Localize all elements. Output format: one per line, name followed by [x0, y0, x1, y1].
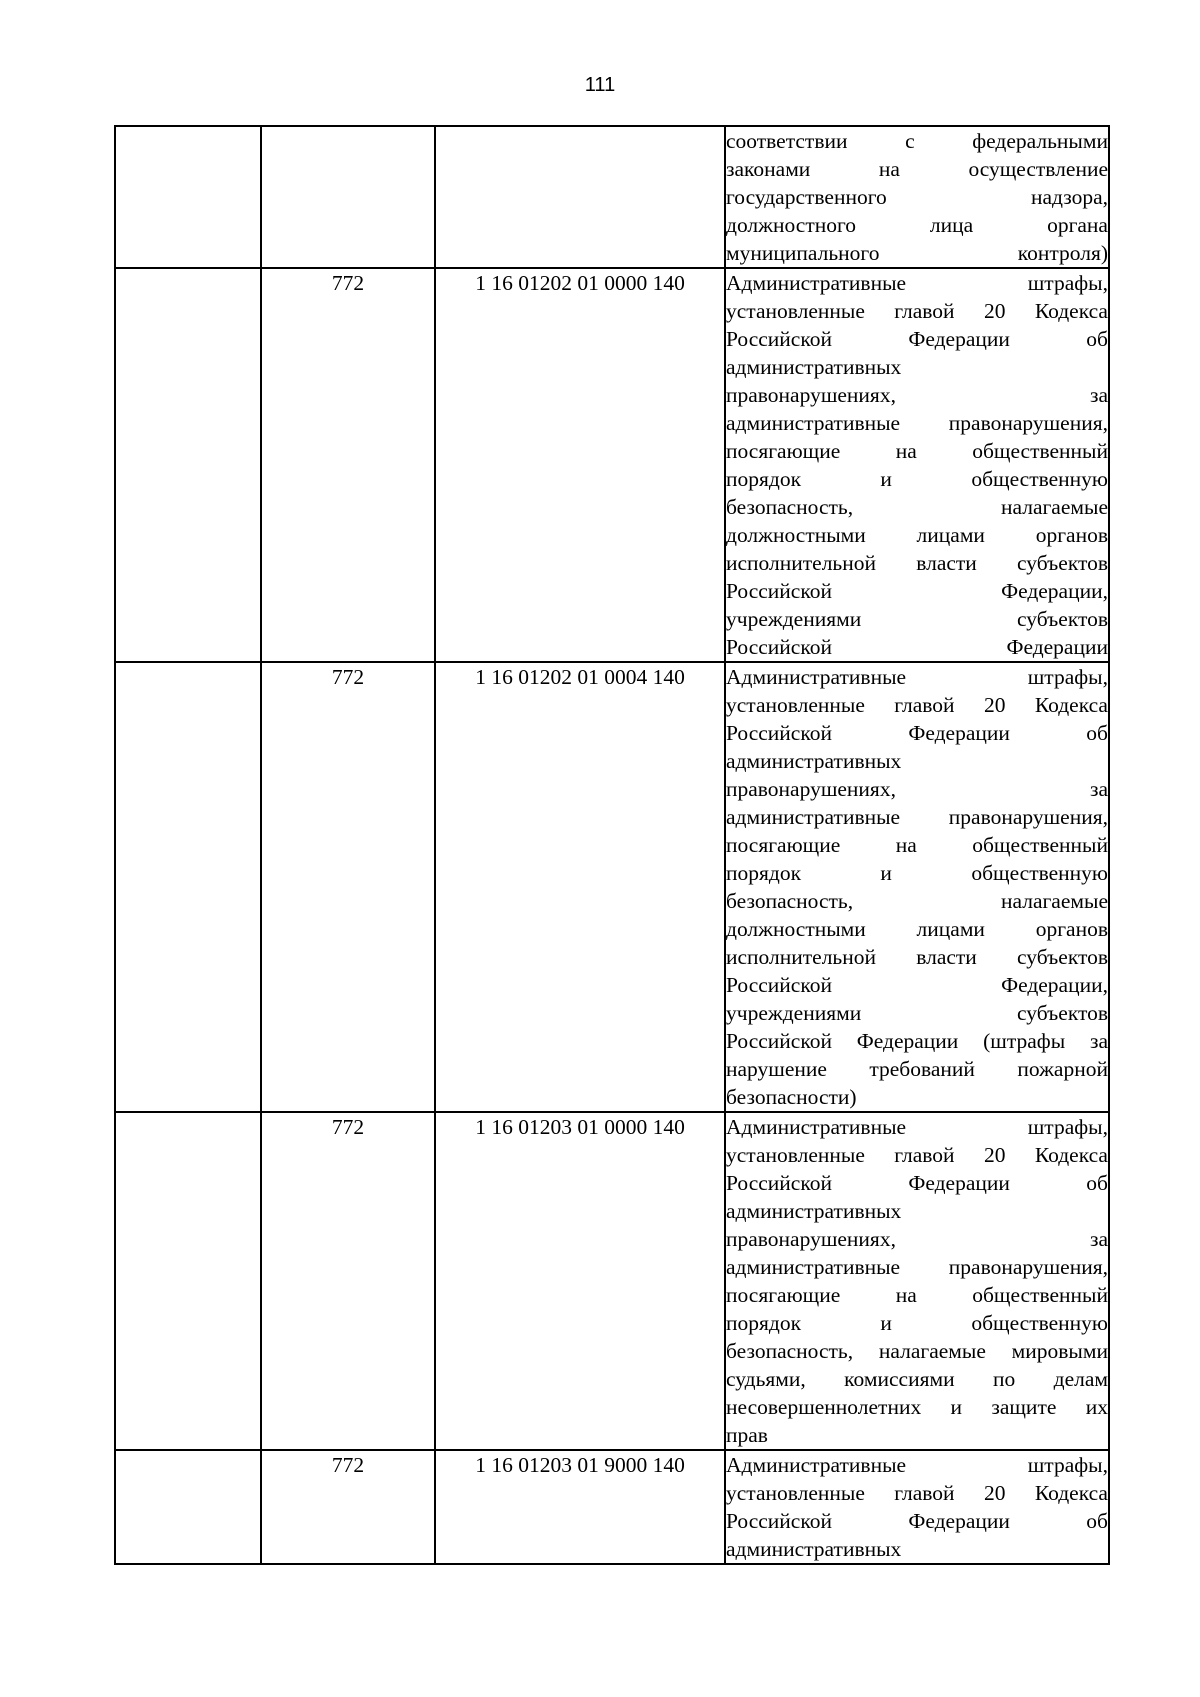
- description-line: муниципального контроля): [726, 241, 1108, 265]
- description-line: порядок и общественную: [726, 1311, 1108, 1335]
- description-cell: [725, 126, 1109, 268]
- page-number: 111: [584, 74, 616, 96]
- description-line: Российской Федерации,: [726, 973, 1108, 997]
- description-line: нарушение требований пожарной: [726, 1057, 1108, 1081]
- description-line: правонарушениях, за: [726, 1227, 1108, 1251]
- description-line: Административные штрафы,: [726, 665, 1108, 689]
- description-line: безопасность, налагаемые: [726, 495, 1108, 519]
- description-line: исполнительной власти субъектов: [726, 945, 1108, 969]
- description-line: Российской Федерации (штрафы за: [726, 1029, 1108, 1053]
- description-line: порядок и общественную: [726, 467, 1108, 491]
- description-line: установленные главой 20 Кодекса: [726, 1143, 1108, 1167]
- description-cell: [725, 1112, 1109, 1450]
- description-line: посягающие на общественный: [726, 439, 1108, 463]
- kbk-code-cell: [435, 126, 725, 268]
- description-line: безопасности): [726, 1085, 857, 1109]
- description-line: установленные главой 20 Кодекса: [726, 693, 1108, 717]
- kbk-code-cell: 1 16 01202 01 0000 140: [435, 268, 725, 662]
- table-row: [115, 268, 1109, 662]
- description-line: административных: [726, 1199, 902, 1223]
- description-line: исполнительной власти субъектов: [726, 551, 1108, 575]
- description-line: должностного лица органа: [726, 213, 1108, 237]
- admin-code-cell: 772: [261, 662, 435, 1112]
- row-number-cell: [115, 1450, 261, 1564]
- description-line: Российской Федерации об: [726, 1171, 1108, 1195]
- description-line: административные правонарушения,: [726, 1255, 1108, 1279]
- row-number-cell: [115, 1112, 261, 1450]
- description-cell: [725, 662, 1109, 1112]
- description-line: Административные штрафы,: [726, 1453, 1108, 1477]
- description-line: Российской Федерации об: [726, 1509, 1108, 1533]
- description-cell: [725, 1450, 1109, 1564]
- description-line: правонарушениях, за: [726, 383, 1108, 407]
- description-line: прав: [726, 1423, 768, 1447]
- description-line: посягающие на общественный: [726, 1283, 1108, 1307]
- kbk-code-cell: 1 16 01203 01 0000 140: [435, 1112, 725, 1450]
- description-line: Российской Федерации об: [726, 721, 1108, 745]
- description-line: административные правонарушения,: [726, 411, 1108, 435]
- description-line: посягающие на общественный: [726, 833, 1108, 857]
- row-number-cell: [115, 126, 261, 268]
- description-line: должностными лицами органов: [726, 917, 1108, 941]
- description-line: порядок и общественную: [726, 861, 1108, 885]
- description-line: соответствии с федеральными: [726, 129, 1108, 153]
- description-line: судьями, комиссиями по делам: [726, 1367, 1108, 1391]
- description-line: административных: [726, 749, 902, 773]
- table-row: [115, 1112, 1109, 1450]
- description-line: установленные главой 20 Кодекса: [726, 299, 1108, 323]
- row-number-cell: [115, 268, 261, 662]
- description-line: административные правонарушения,: [726, 805, 1108, 829]
- description-line: государственного надзора,: [726, 185, 1108, 209]
- description-line: безопасность, налагаемые мировыми: [726, 1339, 1108, 1363]
- description-line: Российской Федерации об: [726, 327, 1108, 351]
- description-line: законами на осуществление: [726, 157, 1108, 181]
- table-row: [115, 126, 1109, 268]
- description-line: Административные штрафы,: [726, 1115, 1108, 1139]
- description-line: правонарушениях, за: [726, 777, 1108, 801]
- description-cell: [725, 268, 1109, 662]
- description-line: безопасность, налагаемые: [726, 889, 1108, 913]
- table-body: [115, 126, 1109, 1564]
- description-line: должностными лицами органов: [726, 523, 1108, 547]
- description-line: учреждениями субъектов: [726, 607, 1108, 631]
- row-number-cell: [115, 662, 261, 1112]
- description-line: административных: [726, 355, 902, 379]
- description-line: административных: [726, 1537, 902, 1561]
- admin-code-cell: [261, 126, 435, 268]
- description-line: Административные штрафы,: [726, 271, 1108, 295]
- description-line: несовершеннолетних и защите их: [726, 1395, 1108, 1419]
- admin-code-cell: 772: [261, 1450, 435, 1564]
- kbk-code-cell: 1 16 01203 01 9000 140: [435, 1450, 725, 1564]
- description-line: Российской Федерации,: [726, 579, 1108, 603]
- description-line: учреждениями субъектов: [726, 1001, 1108, 1025]
- table-row: [115, 662, 1109, 1112]
- description-line: установленные главой 20 Кодекса: [726, 1481, 1108, 1505]
- admin-code-cell: 772: [261, 1112, 435, 1450]
- kbk-code-cell: 1 16 01202 01 0004 140: [435, 662, 725, 1112]
- admin-code-cell: 772: [261, 268, 435, 662]
- table-row: [115, 1450, 1109, 1564]
- description-line: Российской Федерации: [726, 635, 1108, 659]
- budget-classification-table: [114, 125, 1110, 1565]
